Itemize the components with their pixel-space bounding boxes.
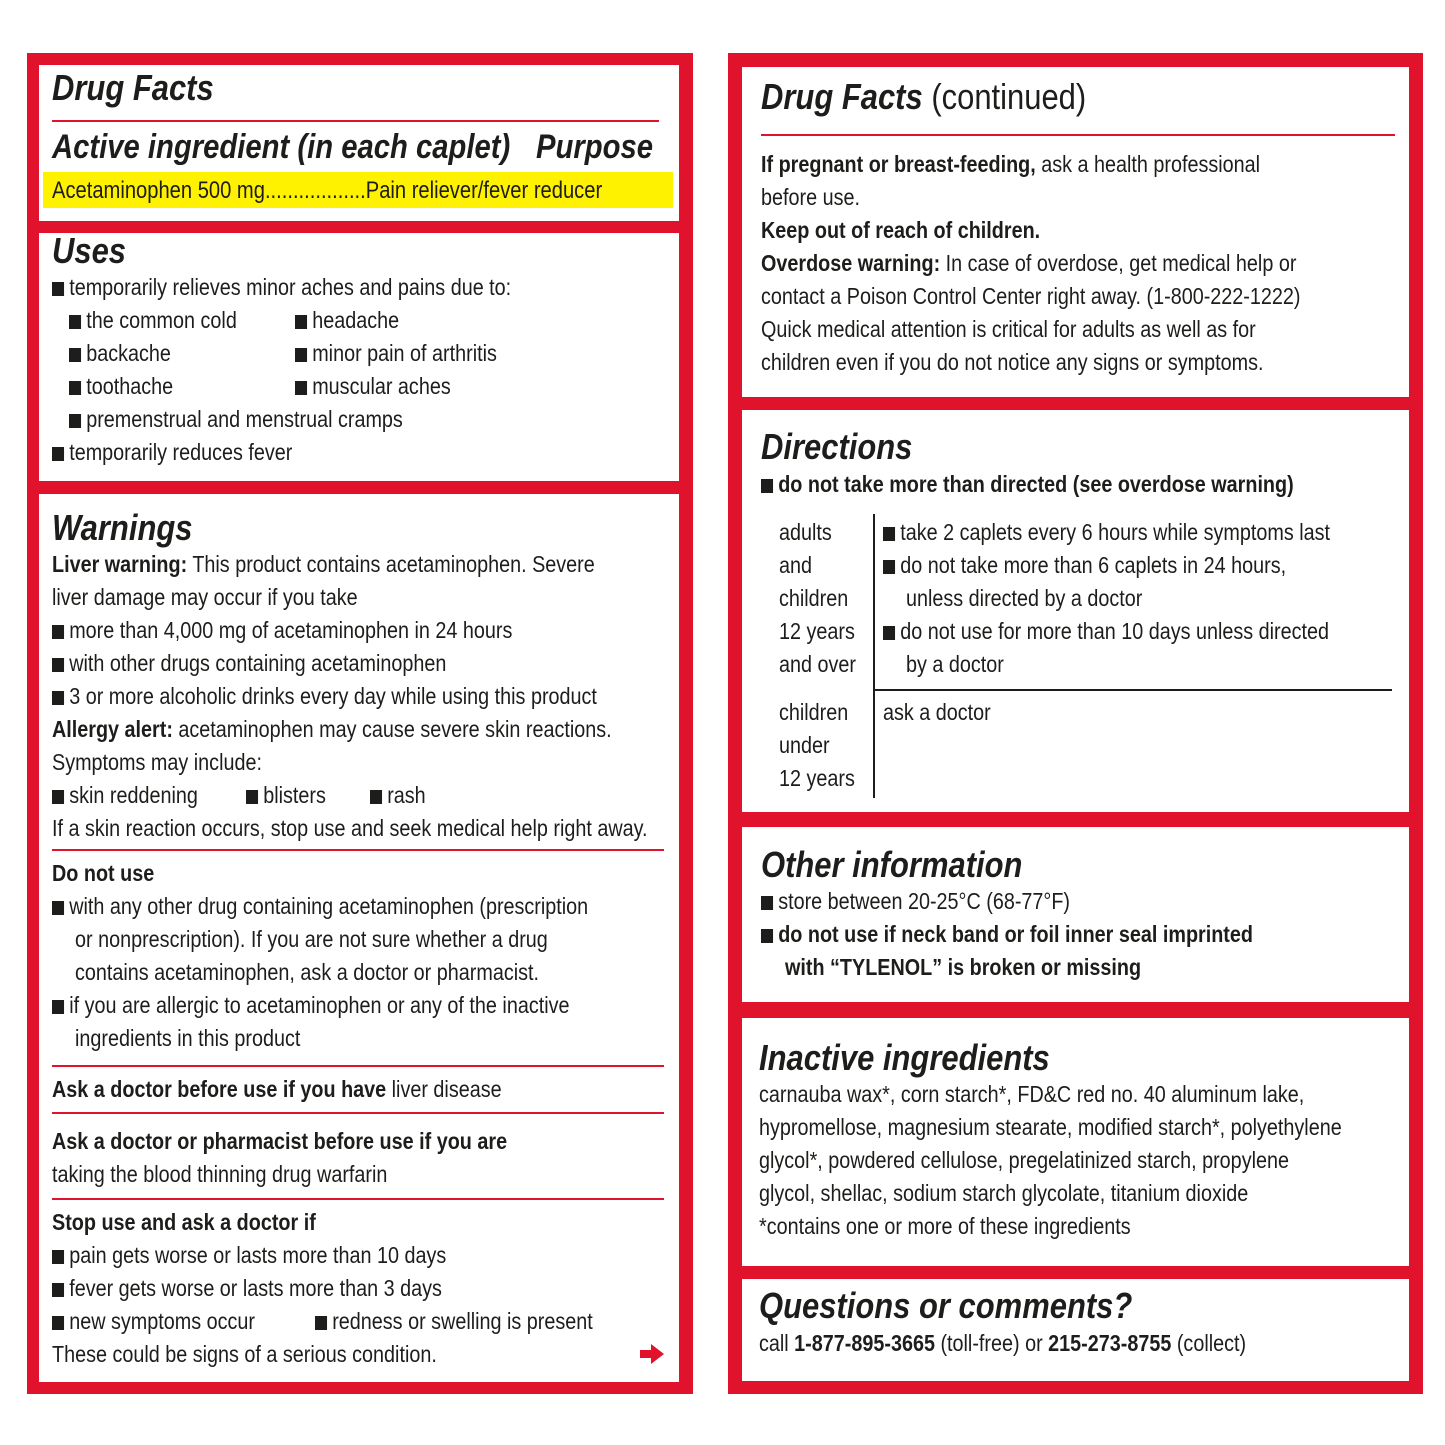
uses-subitem: premenstrual and menstrual cramps — [69, 403, 403, 436]
symptom-item: rash — [370, 779, 426, 812]
uses-item: temporarily reduces fever — [52, 436, 292, 469]
square-bullet-icon — [52, 1250, 64, 1264]
questions-box — [742, 1279, 1409, 1381]
uses-subitem: toothache — [69, 370, 173, 403]
square-bullet-icon — [315, 1316, 327, 1330]
square-bullet-icon — [295, 381, 307, 395]
pregnancy-warning: If pregnant or breast-feeding, ask a health professional — [761, 151, 1261, 177]
section-rule — [52, 1112, 664, 1114]
stop-use-item: pain gets worse or lasts more than 10 days — [52, 1239, 446, 1272]
inactive-ingredients-line: hypromellose, magnesium stearate, modified starch*, polyethylene — [759, 1114, 1342, 1140]
square-bullet-icon — [52, 625, 64, 639]
section-rule — [52, 1198, 664, 1200]
other-info-item-cont: with “TYLENOL” is broken or missing — [785, 954, 1142, 980]
allergy-alert-cont: Symptoms may include: — [52, 749, 262, 775]
directions-box — [742, 410, 1409, 812]
directions-heading: Directions — [761, 426, 913, 467]
contact-line: call 1-877-895-3665 (toll-free) or 215-273-8755 (collect) — [759, 1330, 1247, 1356]
warning-item: 3 or more alcoholic drinks every day while using this product — [52, 680, 597, 713]
directions-table-divider — [873, 514, 875, 798]
do-not-use-cont: or nonprescription). If you are not sure whether a drug — [75, 926, 548, 952]
dosing-item: ask a doctor — [883, 699, 991, 725]
toll-free-phone[interactable]: 1-877-895-3665 — [794, 1330, 935, 1356]
stop-use-item: fever gets worse or lasts more than 3 days — [52, 1272, 442, 1305]
square-bullet-icon — [883, 560, 895, 574]
uses-box — [39, 233, 679, 481]
symptom-item: blisters — [246, 779, 326, 812]
square-bullet-icon — [761, 479, 773, 493]
do-not-use-item: with any other drug containing acetaminophen (prescription — [52, 890, 588, 923]
other-info-box — [742, 827, 1409, 1002]
do-not-use-cont: ingredients in this product — [75, 1025, 301, 1051]
questions-heading: Questions or comments? — [759, 1285, 1133, 1326]
square-bullet-icon — [69, 348, 81, 362]
ask-doctor-liver: Ask a doctor before use if you have liver disease — [52, 1076, 502, 1102]
do-not-use-heading: Do not use — [52, 860, 155, 886]
square-bullet-icon — [295, 348, 307, 362]
drug-facts-continued-title: Drug Facts (continued) — [761, 76, 1087, 117]
age-group-label: 12 years — [779, 618, 855, 644]
title-rule — [52, 120, 659, 122]
inactive-ingredients-line: glycol*, powdered cellulose, pregelatinized starch, propylene — [759, 1147, 1289, 1173]
other-info-heading: Other information — [761, 844, 1023, 885]
square-bullet-icon — [52, 447, 64, 461]
square-bullet-icon — [52, 1316, 64, 1330]
ask-doctor-pharmacist-text: taking the blood thinning drug warfarin — [52, 1161, 388, 1187]
square-bullet-icon — [52, 658, 64, 672]
square-bullet-icon — [52, 1283, 64, 1297]
square-bullet-icon — [69, 414, 81, 428]
purpose-heading: Purpose — [536, 128, 654, 166]
uses-item: temporarily relieves minor aches and pains due to: — [52, 271, 511, 304]
active-ingredient-box — [39, 65, 679, 221]
square-bullet-icon — [246, 790, 258, 804]
square-bullet-icon — [370, 790, 382, 804]
inactive-ingredients-heading: Inactive ingredients — [759, 1037, 1050, 1078]
skin-reaction-stop: If a skin reaction occurs, stop use and seek medical help right away. — [52, 815, 648, 841]
section-rule — [52, 849, 664, 851]
inactive-ingredients-line: glycol, shellac, sodium starch glycolate, titanium dioxide — [759, 1180, 1249, 1206]
right-arrow-icon — [640, 1344, 664, 1364]
general-warnings-box — [742, 67, 1409, 397]
age-group-label: children — [779, 585, 849, 611]
directions-table-rule — [875, 689, 1392, 691]
warning-item: with other drugs containing acetaminophen — [52, 647, 446, 680]
dosing-item: take 2 caplets every 6 hours while symptoms last — [883, 516, 1330, 549]
allergy-alert: Allergy alert: acetaminophen may cause severe skin reactions. — [52, 716, 612, 742]
square-bullet-icon — [761, 896, 773, 910]
dosing-item-cont: by a doctor — [906, 651, 1004, 677]
section-rule — [52, 1065, 664, 1067]
square-bullet-icon — [52, 282, 64, 296]
overdose-warning-cont: Quick medical attention is critical for adults as well as for — [761, 316, 1256, 342]
stop-use-item: redness or swelling is present — [315, 1305, 593, 1338]
square-bullet-icon — [883, 527, 895, 541]
do-not-use-cont: contains acetaminophen, ask a doctor or pharmacist. — [75, 959, 539, 985]
collect-phone[interactable]: 215-273-8755 — [1048, 1330, 1172, 1356]
other-info-item: do not use if neck band or foil inner seal imprinted — [761, 918, 1253, 951]
square-bullet-icon — [52, 790, 64, 804]
liver-warning: Liver warning: This product contains acetaminophen. Severe — [52, 551, 595, 577]
age-group-label: children — [779, 699, 849, 725]
active-ingredient-heading: Active ingredient (in each caplet) — [52, 128, 511, 166]
uses-subitem: backache — [69, 337, 171, 370]
square-bullet-icon — [69, 315, 81, 329]
uses-subitem: minor pain of arthritis — [295, 337, 497, 370]
age-group-label: under — [779, 732, 830, 758]
age-group-label: 12 years — [779, 765, 855, 791]
age-group-label: and — [779, 552, 813, 578]
square-bullet-icon — [52, 691, 64, 705]
inactive-ingredients-box — [742, 1018, 1409, 1266]
warning-item: more than 4,000 mg of acetaminophen in 24 hours — [52, 614, 512, 647]
square-bullet-icon — [761, 929, 773, 943]
warnings-box — [39, 494, 679, 1382]
square-bullet-icon — [883, 626, 895, 640]
square-bullet-icon — [69, 381, 81, 395]
age-group-label: and over — [779, 651, 856, 677]
uses-heading: Uses — [52, 233, 127, 271]
stop-use-heading: Stop use and ask a doctor if — [52, 1209, 316, 1235]
directions-main: do not take more than directed (see overdose warning) — [761, 468, 1294, 501]
serious-condition-note: These could be signs of a serious condition. — [52, 1341, 437, 1367]
uses-subitem: headache — [295, 304, 399, 337]
liver-warning-cont: liver damage may occur if you take — [52, 584, 358, 610]
dosing-item: do not use for more than 10 days unless directed — [883, 615, 1329, 648]
left-panel-frame — [27, 53, 693, 1394]
overdose-warning: Overdose warning: In case of overdose, get medical help or — [761, 250, 1297, 276]
uses-subitem: the common cold — [69, 304, 237, 337]
dosing-item: do not take more than 6 caplets in 24 hours, — [883, 549, 1286, 582]
other-info-item: store between 20-25°C (68-77°F) — [761, 885, 1070, 918]
drug-facts-title: Drug Facts — [52, 67, 214, 108]
uses-subitem: muscular aches — [295, 370, 451, 403]
active-ingredient-line: Acetaminophen 500 mg..................Pain reliever/fever reducer — [52, 177, 603, 204]
square-bullet-icon — [52, 901, 64, 915]
overdose-warning-cont: contact a Poison Control Center right away. (1-800-222-1222) — [761, 283, 1301, 309]
stop-use-item: new symptoms occur — [52, 1305, 255, 1338]
title-rule — [761, 134, 1395, 136]
age-group-label: adults — [779, 519, 832, 545]
inactive-ingredients-note: *contains one or more of these ingredients — [759, 1213, 1131, 1239]
warnings-heading: Warnings — [52, 507, 193, 548]
dosing-item-cont: unless directed by a doctor — [906, 585, 1143, 611]
square-bullet-icon — [295, 315, 307, 329]
ask-doctor-pharmacist: Ask a doctor or pharmacist before use if you are — [52, 1128, 508, 1154]
right-panel-frame — [728, 53, 1423, 1394]
pregnancy-warning-cont: before use. — [761, 184, 860, 210]
keep-out-of-reach: Keep out of reach of children. — [761, 217, 1041, 243]
do-not-use-item: if you are allergic to acetaminophen or any of the inactive — [52, 989, 569, 1022]
overdose-warning-cont: children even if you do not notice any signs or symptoms. — [761, 349, 1264, 375]
inactive-ingredients-line: carnauba wax*, corn starch*, FD&C red no. 40 aluminum lake, — [759, 1081, 1305, 1107]
symptom-item: skin reddening — [52, 779, 198, 812]
square-bullet-icon — [52, 1000, 64, 1014]
